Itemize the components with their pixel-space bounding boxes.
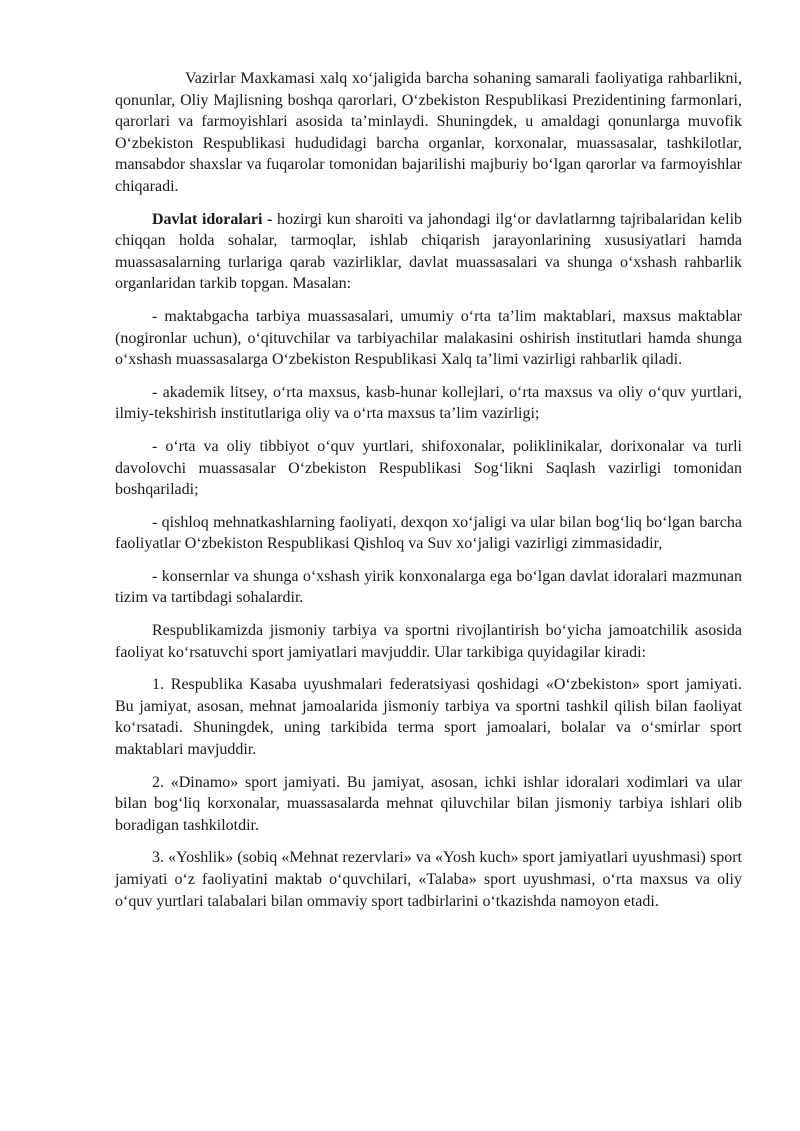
list-item-xalq-talimi [115, 306, 742, 371]
paragraph-text: - akademik litsey, o‘rta maxsus, kasb-hunar kollejlari, o‘rta maxsus va oliy o‘quv yurtlari, ilmiy-tekshirish institutlariga oliy va o‘rta maxsus ta’lim vazirligi; [115, 383, 742, 423]
paragraph-vazirlar-maxkamasi [115, 68, 742, 198]
paragraph-text: - maktabgacha tarbiya muassasalari, umumiy o‘rta ta’lim maktablari, maxsus maktablar (nogironlar uchun), o‘qituvchilar va tarbiyachilar malakasini oshirish institutlari hamda shunga o‘xshash muassasalarga O‘zbekiston Respublikasi Xalq ta’limi vazirligi rahbarlik qiladi. [115, 307, 742, 369]
list-item-qishloq-xojaligi [115, 512, 742, 555]
paragraph-text: - qishloq mehnatkashlarning faoliyati, dexqon xo‘jaligi va ular bilan bog‘liq bo‘lgan barcha faoliyatlar O‘zbekiston Respublikasi Qishloq va Suv xo‘jaligi vazirligi zimmasidadir, [115, 513, 742, 553]
paragraph-text: hozirgi kun sharoiti va jahondagi ilg‘or davlatlarnng tajribalaridan kelib chiqqan holda sohalar, tarmoqlar, ishlab chiqarish jarayonlarining xususiyatlari hamda muassasalarning turlariga qarab vazirliklar, davlat muassasalari va shunga o‘xshash rahbarlik organlaridan tarkib topgan. Masalan: [115, 210, 743, 293]
paragraph-davlat-idoralari [115, 209, 742, 295]
paragraph-text: - o‘rta va oliy tibbiyot o‘quv yurtlari, shifoxonalar, poliklinikalar, dorixonalar va turli davolovchi muassasalar O‘zbekiston Respublikasi Sog‘likni Saqlash vazirligi tomonidan boshqariladi; [115, 437, 742, 499]
list-item-konsernlar [115, 566, 742, 609]
list-item-sogliqni-saqlash [115, 436, 742, 501]
paragraph-text: 3. «Yoshlik» (sobiq «Mehnat rezervlari» va «Yosh kuch» sport jamiyatlari uyushmasi) sport jamiyati o‘z faoliyatini maktab o‘quvchilari, «Talaba» sport uyushmasi, o‘rta maxsus va oliy o‘quv yurtlari talabalari bilan ommaviy sport tadbirlarini o‘tkazishda namoyon etadi. [115, 849, 742, 910]
paragraph-text: 1. Respublika Kasaba uyushmalari federatsiyasi qoshidagi «O‘zbekiston» sport jamiyati. Bu jamiyat, asosan, mehnat jamoalarida jismoniy tarbiya va sportni tashkil qilish bilan faoliyat ko‘rsatadi. Shuningdek, uning tarkibida terma sport jamoalari, bolalar va o‘smirlar sport maktablari mavjuddir. [115, 676, 742, 759]
paragraph-text: Vazirlar Maxkamasi xalq xo‘jaligida barcha sohaning samarali faoliyatiga rahbarlikni, qonunlar, Oliy Majlisning boshqa qarorlari, O‘zbekiston Respublikasi Prezidentining farmonlari, qarorlari va farmoyishlari asosida ta’minlaydi. Shuningdek, u amaldagi qonunlarga muvofik O‘zbekiston Respublikasi hududidagi barcha organlar, korxonalar, muassasalar, tashkilotlar, mansabdor shaxslar va fuqarolar tomonidan bajarilishi majburiy bo‘lgan qarorlar va farmoyishlar chiqaradi. [115, 70, 742, 195]
term-davlat-idoralari: Davlat idoralari - [152, 210, 277, 228]
paragraph-text: - konsernlar va shunga o‘xshash yirik konxonalarga ega bo‘lgan davlat idoralari mazmunan tizim va tartibdagi sohalardir. [115, 567, 742, 607]
list-item-dinamo-jamiyati [115, 772, 742, 837]
list-item-yoshlik-jamiyati [115, 847, 742, 912]
list-item-oliy-talim [115, 382, 742, 425]
list-item-ozbekiston-jamiyati [115, 674, 742, 760]
document-page [115, 68, 742, 912]
paragraph-text: 2. «Dinamo» sport jamiyati. Bu jamiyat, asosan, ichki ishlar idoralari xodimlari va ular bilan bog‘liq korxonalar, muassasalarda mehnat qiluvchilar bilan jismoniy tarbiya ishlari olib boradigan tashkilotdir. [115, 773, 742, 834]
paragraph-sport-jamiyatlari [115, 620, 742, 663]
paragraph-text: Respublikamizda jismoniy tarbiya va sportni rivojlantirish bo‘yicha jamoatchilik asosida faoliyat ko‘rsatuvchi sport jamiyatlari mavjuddir. Ular tarkibiga quyidagilar kiradi: [115, 622, 742, 661]
